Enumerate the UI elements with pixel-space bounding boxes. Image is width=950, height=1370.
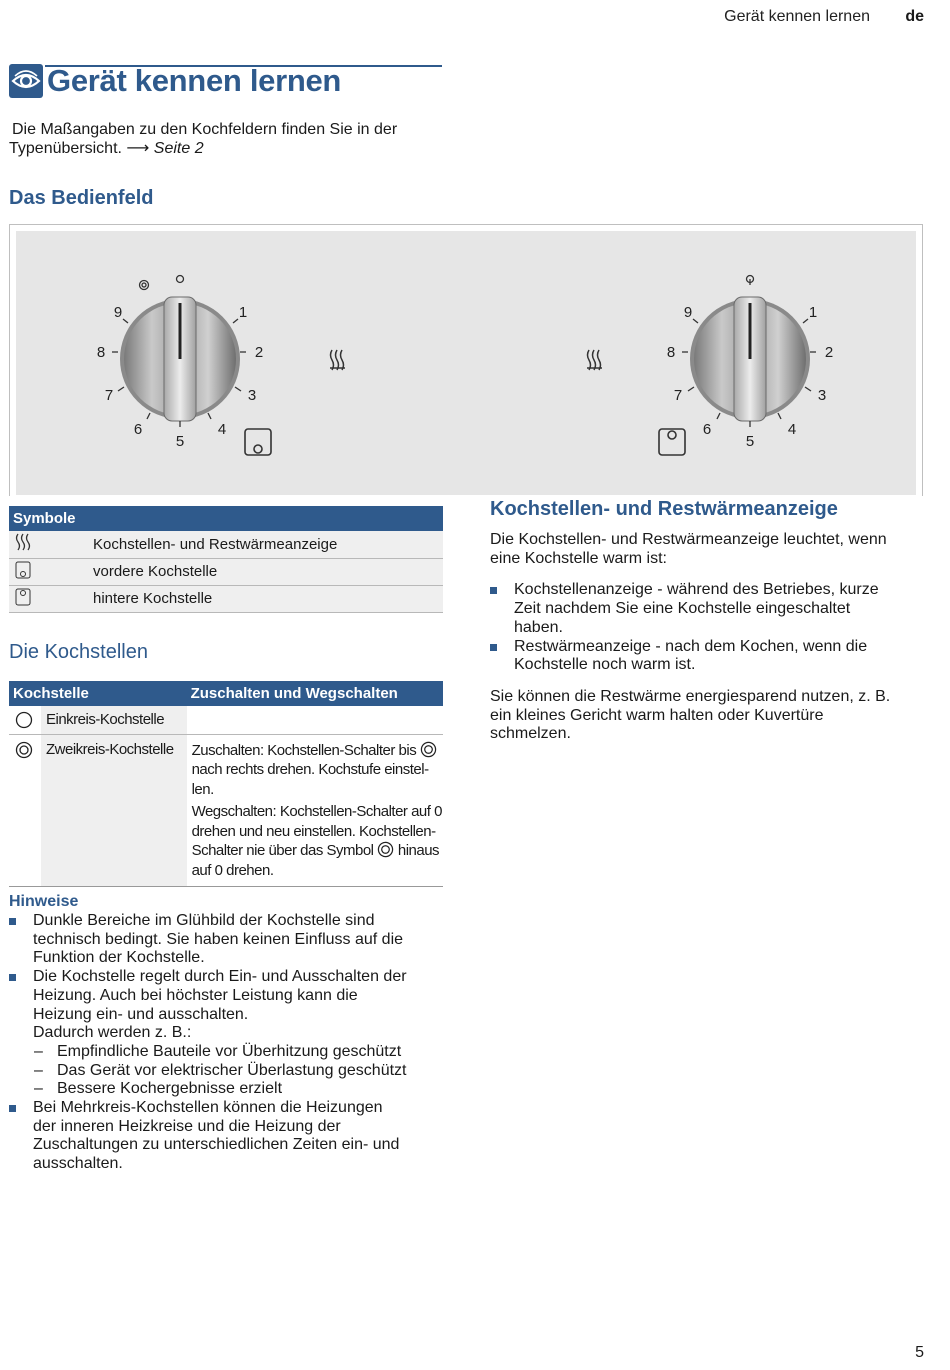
table-row [9, 558, 443, 585]
dual-circuit-icon [377, 841, 394, 858]
list-item: Die Kochstelle regelt durch Ein- und Ausschalten der Heizung. Auch bei höchster Leistung kann die Heizung ein- und ausschalten. Dadurch werden z. B.: [9, 968, 449, 1043]
left-dial-1: 1 [238, 304, 248, 321]
table-row [9, 531, 443, 558]
page-reference[interactable]: Seite 2 [153, 140, 204, 157]
table-row [9, 706, 443, 734]
list-item: Bei Mehrkreis-Kochstellen können die Heizungen der inneren Heizkreise und die Heizung der Zuschaltungen zu unterschiedlichen Zeiten ein- und ausschalten. [9, 1099, 449, 1174]
right-dial-6: 6 [702, 421, 712, 438]
dual-circuit-icon [140, 281, 149, 290]
right-dial-5: 5 [745, 433, 755, 450]
rear-cooktop-icon [15, 588, 31, 606]
symbol-label: hintere Kochstelle [93, 590, 213, 607]
list-item: Kochstellenanzeige - während des Betriebes, kurze Zeit nachdem Sie eine Kochstelle eingeschaltet haben. [490, 581, 930, 637]
table-row [9, 734, 443, 887]
section-heading-restwaerme: Kochstellen- und Restwärmeanzeige [490, 498, 838, 520]
right-dial-7: 7 [673, 387, 683, 404]
left-dial-3: 3 [247, 387, 257, 404]
single-circuit-icon [15, 711, 33, 729]
left-control-knob[interactable] [120, 297, 240, 421]
dual-circuit-label: Zweikreis-Kochstelle [41, 734, 187, 887]
running-head: Gerät kennen lernen [724, 8, 870, 25]
language-code: de [905, 8, 924, 25]
left-dial-6: 6 [133, 421, 143, 438]
section-heading-kochstellen: Die Kochstellen [9, 641, 148, 663]
wegschalten-text: Wegschalten: Kochstellen-Schalter auf 0 drehen und neu einstellen. Kochstellen- Schalter nie über das Symbol hinaus auf 0 drehen. [191, 803, 442, 879]
control-panel [16, 231, 916, 495]
page-title: Gerät kennen lernen [47, 63, 342, 98]
intro-line-2: Typenübersicht. [9, 140, 122, 157]
list-subitem: – Das Gerät vor elektrischer Überlastung geschützt [9, 1062, 449, 1081]
off-position-icon [177, 276, 184, 283]
list-subitem: – Empfindliche Bauteile vor Überhitzung geschützt [9, 1043, 449, 1062]
list-subitem: – Bessere Kochergebnisse erzielt [9, 1080, 449, 1099]
eye-icon [9, 64, 43, 98]
rear-cooktop-icon [659, 429, 685, 455]
zuschalten-text: Zuschalten: Kochstellen-Schalter bis nach rechts drehen. Kochstufe einstel- len. [192, 741, 443, 800]
right-dial-4: 4 [787, 421, 797, 438]
dual-circuit-icon [15, 741, 33, 759]
symbol-label: vordere Kochstelle [93, 563, 218, 580]
dual-circuit-icon [420, 741, 437, 758]
list-item: Restwärmeanzeige - nach dem Kochen, wenn die Kochstelle noch warm ist. [490, 638, 930, 675]
symbol-label: Kochstellen- und Restwärmeanzeige [93, 535, 338, 553]
right-control-knob[interactable] [690, 297, 810, 421]
table-row [9, 585, 443, 612]
right-dial-1: 1 [808, 304, 818, 321]
symbols-table [9, 506, 443, 613]
left-dial-8: 8 [96, 344, 106, 361]
left-dial-4: 4 [217, 421, 227, 438]
right-dial-2: 2 [824, 344, 834, 361]
right-dial-3: 3 [817, 387, 827, 404]
page-number: 5 [915, 1344, 924, 1361]
section-heading-bedienfeld: Das Bedienfeld [9, 187, 154, 209]
restwaerme-text: Die Kochstellen- und Restwärmeanzeige leuchtet, wenn eine Kochstelle warm ist: Kochstellenanzeige - während des Betriebes, kurze Zeit nachdem Sie eine Kochstelle eingeschaltet haben. Restwärmeanzeige - nach dem Kochen, wenn die Kochstelle noch warm ist. Sie können die Restwärme energiesparend nutzen, z. B. ein kleines Gericht warm halten oder Kuvertüre schmelzen. [490, 531, 930, 744]
single-circuit-label: Einkreis-Kochstelle [41, 706, 187, 734]
left-dial-7: 7 [104, 387, 114, 404]
cooktop-table [9, 681, 443, 887]
heat-wave-icon-right [587, 350, 602, 370]
right-dial-9: 9 [683, 304, 693, 321]
cooktop-table-col2: Zuschalten und Wegschalten [190, 685, 398, 702]
intro-text [9, 120, 449, 158]
list-item: Dunkle Bereiche im Glühbild der Kochstelle sind technisch bedingt. Sie haben keinen Einfluss auf die Funktion der Kochstelle. [9, 912, 449, 968]
notes-heading: Hinweise [9, 893, 79, 910]
arrow-icon: ⟶ [126, 140, 150, 157]
front-cooktop-icon [245, 429, 271, 455]
intro-line-1: Die Maßangaben zu den Kochfeldern finden Sie in der [12, 121, 398, 138]
cooktop-table-col1: Kochstelle [13, 685, 89, 702]
front-cooktop-icon [15, 561, 31, 579]
left-dial-2: 2 [254, 344, 264, 361]
notes-list [9, 912, 449, 1174]
left-dial-9: 9 [113, 304, 123, 321]
heat-wave-icon [15, 532, 31, 552]
symbols-table-header: Symbole [13, 510, 76, 527]
heat-wave-icon [330, 350, 345, 370]
left-dial-5: 5 [175, 433, 185, 450]
right-dial-8: 8 [666, 344, 676, 361]
